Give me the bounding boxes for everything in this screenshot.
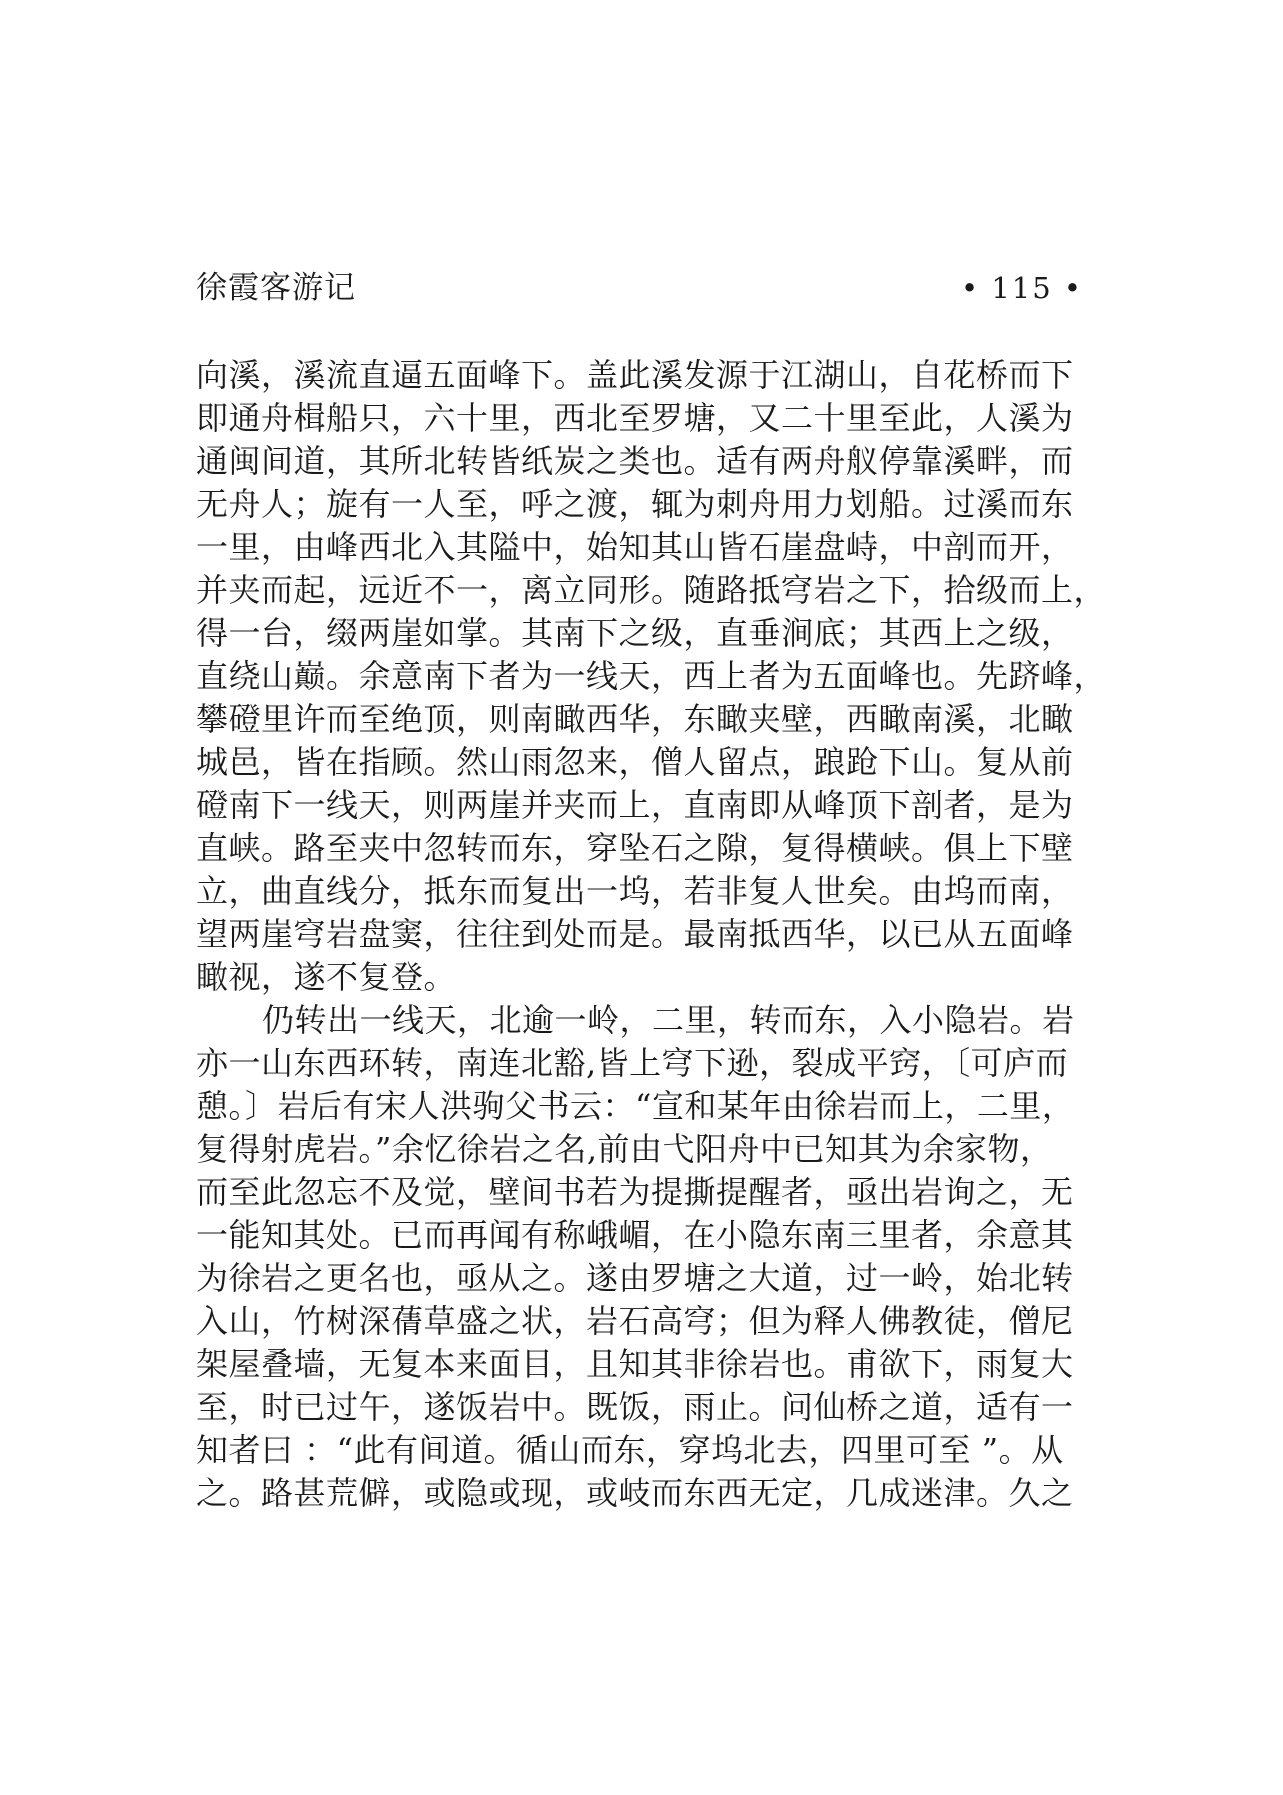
page-number: • 115 • [961,271,1083,305]
text-line: 攀磴里许而至绝顶，则南瞰西华，东瞰夹壁，西瞰南溪，北瞰 [196,700,1074,738]
text-line: 并夹而起，远近不一，离立同形。随路抵穹岩之下，拾级而上， [196,571,1107,609]
text-line: 至，时已过午，遂饭岩中。既饭，雨止。问仙桥之道，适有一 [196,1388,1074,1426]
text-line: 憩。〕岩后有宋人洪驹父书云：“宣和某年由徐岩而上，二里， [196,1087,1075,1125]
text-line: 为徐岩之更名也，亟从之。遂由罗塘之大道，过一岭，始北转 [196,1259,1074,1297]
paragraph-start-line: 仍转出一线天，北逾一岭，二里，转而东，入小隐岩。岩 [262,1001,1075,1039]
text-line: 城邑，皆在指顾。然山雨忽来，僧人留点，踉跄下山。复从前 [196,743,1074,781]
text-line: 即通舟楫船只，六十里，西北至罗塘，又二十里至此，人溪为 [196,399,1074,437]
text-line: 向溪，溪流直逼五面峰下。盖此溪发源于江湖山，自花桥而下 [196,356,1074,394]
text-line: 知者曰 ：“此有间道。循山而东，穿坞北去，四里可至 ”。从 [196,1431,1064,1469]
text-line: 直峡。路至夹中忽转而东，穿坠石之隙，复得横峡。俱上下壁 [196,829,1074,867]
text-line: 一里，由峰西北入其隘中，始知其山皆石崖盘峙，中剖而开， [196,528,1074,566]
text-line: 复得射虎岩。”余忆徐岩之名,前由弋阳舟中已知其为余家物， [196,1130,1053,1168]
text-line: 亦一山东西环转，南连北豁,皆上穹下逊，裂成平窍，〔可庐而 [196,1044,1069,1082]
text-line: 无舟人；旋有一人至，呼之渡，辄为刺舟用力划船。过溪而东 [196,485,1074,523]
text-line: 架屋叠墙，无复本来面目，且知其非徐岩也。甫欲下，雨复大 [196,1345,1074,1383]
text-line: 而至此忽忘不及觉，壁间书若为提撕提醒者，亟出岩询之，无 [196,1173,1074,1211]
text-line: 之。路甚荒僻，或隐或现，或岐而东西无定，几成迷津。久之 [196,1474,1074,1512]
text-line: 得一台，缀两崖如掌。其南下之级，直垂涧底；其西上之级， [196,614,1074,652]
text-line: 通闽间道，其所北转皆纸炭之类也。适有两舟舣停靠溪畔，而 [196,442,1074,480]
text-line: 一能知其处。已而再闻有称峨嵋，在小隐东南三里者，余意其 [196,1216,1074,1254]
text-line: 直绕山巅。余意南下者为一线天，西上者为五面峰也。先跻峰， [196,657,1107,695]
text-line: 瞰视，遂不复登。 [196,958,457,996]
text-line: 望两崖穹岩盘窦，往往到处而是。最南抵西华，以已从五面峰 [196,915,1074,953]
text-line: 立，曲直线分，抵东而复出一坞，若非复人世矣。由坞而南， [196,872,1074,910]
text-line: 入山，竹树深蒨草盛之状，岩石高穹；但为释人佛教徒，僧尼 [196,1302,1074,1340]
body-text [196,354,1107,1515]
text-line: 磴南下一线天，则两崖并夹而上，直南即从峰顶下剖者，是为 [196,786,1074,824]
running-title: 徐霞客游记 [196,270,356,306]
